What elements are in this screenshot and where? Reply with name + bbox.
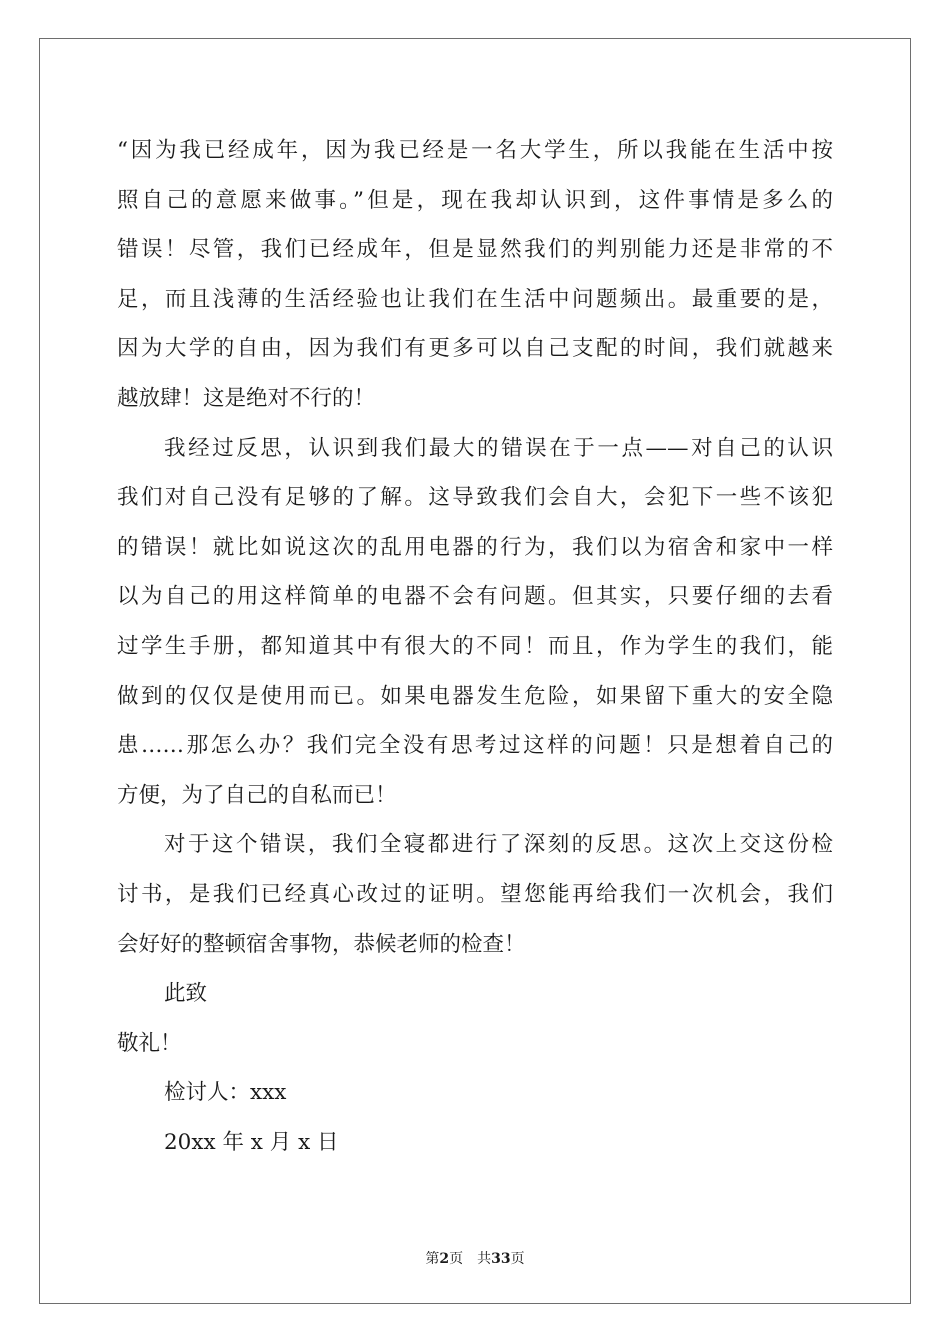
text-line: 足，而且浅薄的生活经验也让我们在生活中问题频出。最重要的是， [117,286,833,312]
text-line: 照自己的意愿来做事。”但是，现在我却认识到，这件事情是多么的 [117,187,833,213]
signature-line: 检讨人：xxx [164,1080,287,1106]
date-line: 20xx 年 x 月 x 日 [164,1129,339,1155]
closing-line: 此致 [164,981,208,1007]
text-line: 讨书，是我们已经真心改过的证明。望您能再给我们一次机会，我们 [117,881,833,907]
paragraph-1 [117,126,833,424]
text-line: 错误！尽管，我们已经成年，但是显然我们的判别能力还是非常的不 [117,237,833,263]
text-line: 的错误！就比如说这次的乱用电器的行为，我们以为宿舍和家中一样 [117,534,833,560]
text-line: 我经过反思，认识到我们最大的错误在于一点——对自己的认识 [164,435,833,461]
page-prefix: 第 [425,1251,440,1267]
total-prefix: 共 [477,1251,492,1267]
text-line: 患……那怎么办？我们完全没有思考过这样的问题！只是想着自己的 [117,733,833,759]
total-suffix: 页 [510,1251,525,1267]
page-footer [0,1248,950,1268]
paragraph-2 [117,424,833,821]
page-suffix: 页 [449,1251,464,1267]
paragraph-3 [117,820,833,969]
page-number: 2 [439,1251,450,1267]
text-line: 我们对自己没有足够的了解。这导致我们会自大，会犯下一些不该犯 [117,485,833,511]
text-line: 越放肆！这是绝对不行的！ [117,385,376,411]
document-body [117,126,833,1167]
text-line: 因为大学的自由，因为我们有更多可以自己支配的时间，我们就越来 [117,336,833,362]
text-line: 方便，为了自己的自私而已！ [117,782,397,808]
text-line: 以为自己的用这样简单的电器不会有问题。但其实，只要仔细的去看 [117,584,833,610]
text-line: “因为我已经成年，因为我已经是一名大学生，所以我能在生活中按 [117,138,833,163]
total-pages: 33 [491,1251,511,1267]
text-line: 做到的仅仅是使用而已。如果电器发生危险，如果留下重大的安全隐 [117,683,833,709]
text-line: 会好好的整顿宿舍事物，恭候老师的检查！ [117,931,526,957]
salutation-line: 敬礼！ [117,1030,182,1056]
text-line: 过学生手册，都知道其中有很大的不同！而且，作为学生的我们，能 [117,633,833,659]
text-line: 对于这个错误，我们全寝都进行了深刻的反思。这次上交这份检 [164,832,833,858]
